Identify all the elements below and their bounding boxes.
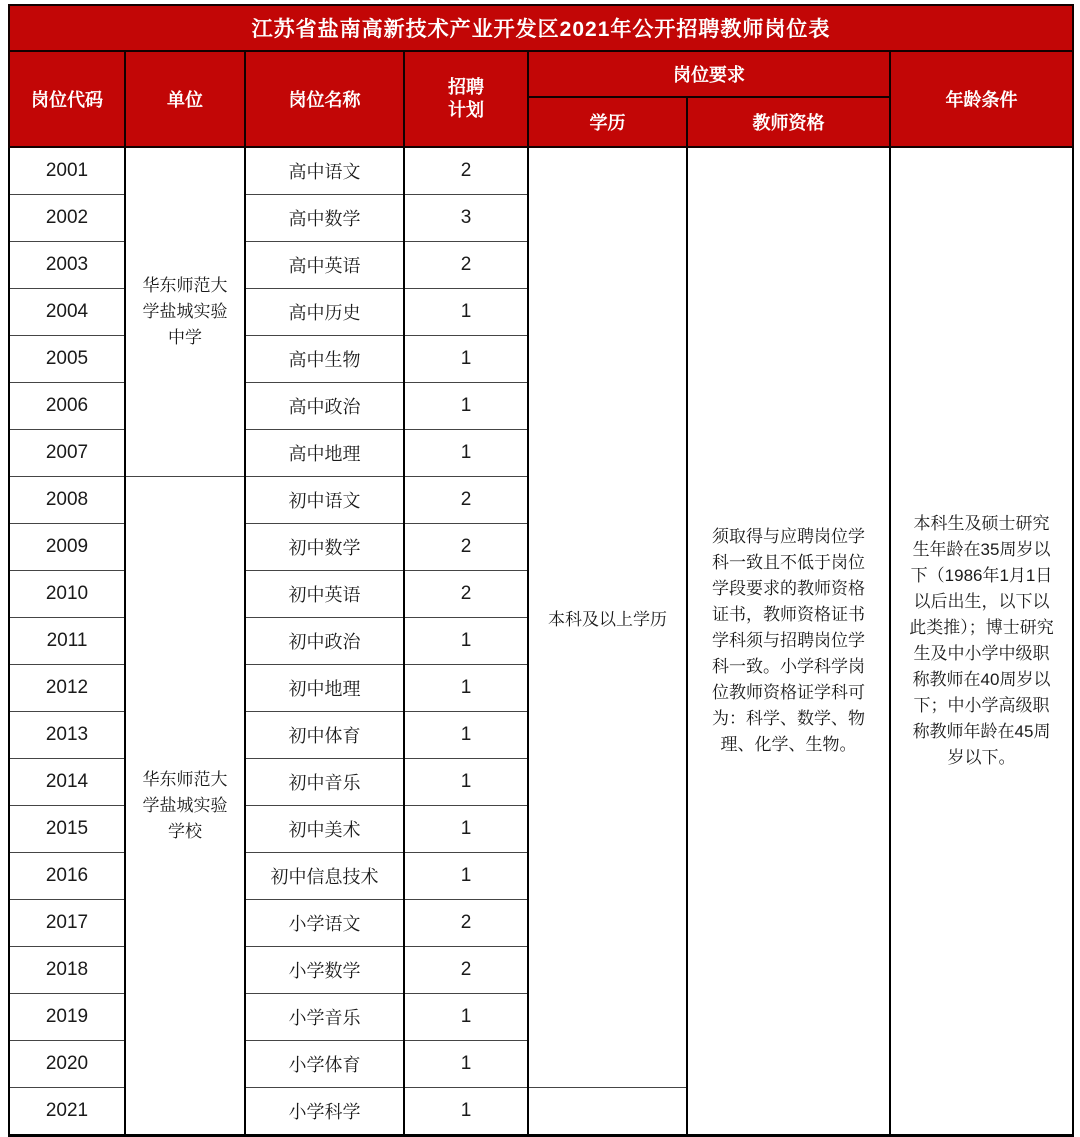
- cell-position: 高中政治: [245, 383, 404, 430]
- cell-age: [890, 147, 1073, 1136]
- cell-qualification: [687, 147, 890, 1136]
- table-body: [9, 147, 1073, 1136]
- cell-education: 本科及以上学历: [528, 147, 687, 1088]
- cell-position: 高中语文: [245, 147, 404, 195]
- table-row: [9, 147, 1073, 195]
- cell-plan: 3: [404, 195, 528, 242]
- cell-code: 2021: [9, 1088, 125, 1136]
- cell-plan: 1: [404, 289, 528, 336]
- cell-code: 2004: [9, 289, 125, 336]
- table-title: 江苏省盐南高新技术产业开发区2021年公开招聘教师岗位表: [9, 5, 1073, 51]
- cell-position: 初中体育: [245, 712, 404, 759]
- cell-plan: 2: [404, 147, 528, 195]
- cell-plan: 2: [404, 524, 528, 571]
- cell-position: 高中历史: [245, 289, 404, 336]
- cell-code: 2005: [9, 336, 125, 383]
- header-plan: [404, 51, 528, 147]
- cell-position: 小学语文: [245, 900, 404, 947]
- cell-plan: 1: [404, 665, 528, 712]
- cell-plan: 1: [404, 618, 528, 665]
- cell-code: 2001: [9, 147, 125, 195]
- cell-plan: 1: [404, 336, 528, 383]
- cell-plan: 1: [404, 712, 528, 759]
- cell-position: 小学音乐: [245, 994, 404, 1041]
- cell-position: 高中生物: [245, 336, 404, 383]
- header-unit: 单位: [125, 51, 245, 147]
- header-plan-text: 招聘计划: [448, 77, 484, 120]
- cell-plan: 1: [404, 1041, 528, 1088]
- cell-plan: 2: [404, 900, 528, 947]
- recruitment-table: [8, 4, 1074, 1137]
- cell-position: 小学科学: [245, 1088, 404, 1136]
- cell-position: 小学数学: [245, 947, 404, 994]
- cell-position: 初中英语: [245, 571, 404, 618]
- cell-plan: 1: [404, 806, 528, 853]
- header-qualification: 教师资格: [687, 97, 890, 147]
- cell-code: 2017: [9, 900, 125, 947]
- cell-code: 2003: [9, 242, 125, 289]
- cell-code: 2019: [9, 994, 125, 1041]
- cell-code: 2014: [9, 759, 125, 806]
- cell-position: 高中英语: [245, 242, 404, 289]
- cell-unit: [125, 147, 245, 477]
- header-requirements-group: 岗位要求: [528, 51, 890, 97]
- cell-code: 2012: [9, 665, 125, 712]
- cell-code: 2008: [9, 477, 125, 524]
- cell-position: 初中政治: [245, 618, 404, 665]
- cell-code: 2010: [9, 571, 125, 618]
- cell-code: 2006: [9, 383, 125, 430]
- header-education: 学历: [528, 97, 687, 147]
- cell-code: 2013: [9, 712, 125, 759]
- cell-plan: 2: [404, 947, 528, 994]
- header-age: 年龄条件: [890, 51, 1073, 147]
- header-row-top: [9, 51, 1073, 97]
- cell-plan: 1: [404, 853, 528, 900]
- cell-unit-text: 华东师范大学盐城实验中学: [142, 276, 228, 347]
- cell-unit: [125, 477, 245, 1136]
- cell-plan: 1: [404, 383, 528, 430]
- cell-code: 2016: [9, 853, 125, 900]
- header-position: 岗位名称: [245, 51, 404, 147]
- cell-position: 初中数学: [245, 524, 404, 571]
- cell-position: 初中地理: [245, 665, 404, 712]
- cell-plan: 1: [404, 1088, 528, 1136]
- cell-age-text: 本科生及硕士研究生年龄在35周岁以下（1986年1月1日以后出生，以下以此类推）；博士研究生及中小学中级职称教师在40周岁以下；中小学高级职称教师年龄在45周岁以下。: [909, 514, 1054, 767]
- cell-code: 2002: [9, 195, 125, 242]
- title-row: [9, 5, 1073, 51]
- cell-plan: 2: [404, 242, 528, 289]
- cell-position: 小学体育: [245, 1041, 404, 1088]
- cell-plan: 1: [404, 759, 528, 806]
- cell-plan: 1: [404, 430, 528, 477]
- cell-position: 高中地理: [245, 430, 404, 477]
- cell-code: 2009: [9, 524, 125, 571]
- cell-code: 2020: [9, 1041, 125, 1088]
- cell-position: 初中音乐: [245, 759, 404, 806]
- cell-position: 初中信息技术: [245, 853, 404, 900]
- cell-code: 2011: [9, 618, 125, 665]
- cell-plan: 2: [404, 477, 528, 524]
- cell-unit-text: 华东师范大学盐城实验学校: [142, 769, 228, 841]
- cell-position: 初中美术: [245, 806, 404, 853]
- cell-education-empty: [528, 1088, 687, 1136]
- header-code: 岗位代码: [9, 51, 125, 147]
- cell-plan: 2: [404, 571, 528, 618]
- cell-plan: 1: [404, 994, 528, 1041]
- cell-code: 2007: [9, 430, 125, 477]
- cell-code: 2015: [9, 806, 125, 853]
- cell-qualification-text: 须取得与应聘岗位学科一致且不低于岗位学段要求的教师资格证书，教师资格证书学科须与招聘岗位学科一致。小学科学岗位教师资格证学科可为：科学、数学、物理、化学、生物。: [712, 527, 865, 754]
- cell-code: 2018: [9, 947, 125, 994]
- cell-position: 初中语文: [245, 477, 404, 524]
- cell-position: 高中数学: [245, 195, 404, 242]
